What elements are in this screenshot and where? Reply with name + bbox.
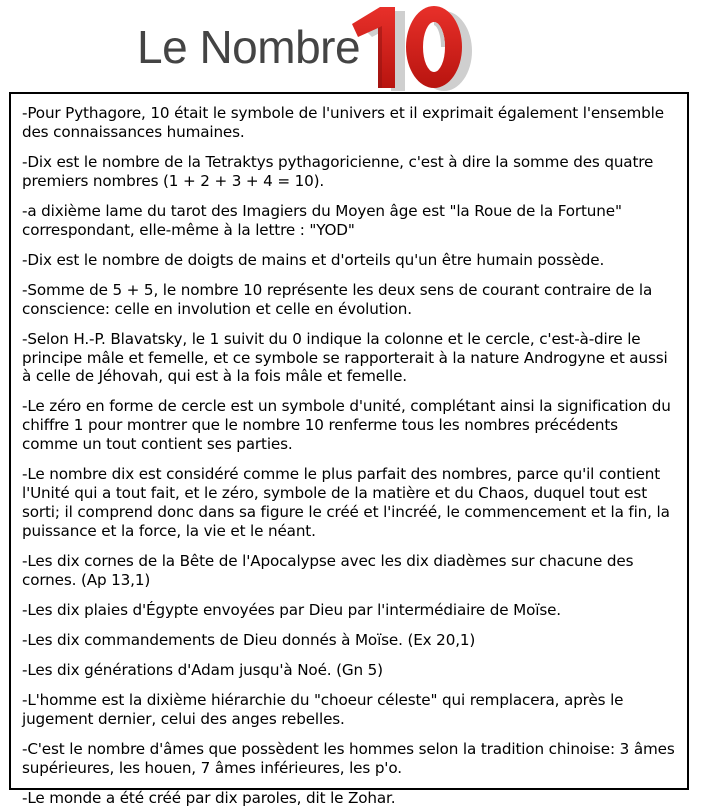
paragraph: -L'homme est la dixième hiérarchie du "choeur céleste" qui remplacera, après le jugement dernier, celui des anges rebelles. (22, 690, 624, 728)
digit-zero-shape (406, 6, 462, 88)
paragraph: -Les dix cornes de la Bête de l'Apocalypse avec les dix diadèmes sur chacune des cornes. (Ap 13,1) (22, 551, 634, 589)
paragraph: -Les dix générations d'Adam jusqu'à Noé. (Gn 5) (22, 660, 383, 679)
paragraph: -Le nombre dix est considéré comme le plus parfait des nombres, parce qu'il contient l'Unité qui a tout fait, et le zéro, symbole de la matière et du Chaos, duquel tout est sorti; il comprend donc dans sa figure le créé et l'incréé, le commencement et la fin, la puissance et la force, la vie et le néant. (22, 465, 670, 540)
paragraph: -Le monde a été créé par dix paroles, dit le Zohar. (22, 788, 396, 807)
text-box (9, 92, 689, 807)
paragraph: -Dix est le nombre de doigts de mains et d'orteils qu'un être humain possède. (22, 250, 605, 269)
paragraph: -C'est le nombre d'âmes que possèdent les hommes selon la tradition chinoise: 3 âmes supérieures, les houen, 7 âmes inférieures, les p'o. (22, 739, 675, 777)
paragraph: -Dix est le nombre de la Tetraktys pythagoricienne, c'est à dire la somme des quatre premiers nombres (1 + 2 + 3 + 4 = 10). (22, 152, 654, 190)
number-10-logo (340, 4, 470, 92)
paragraph: -a dixième lame du tarot des Imagiers du Moyen âge est "la Roue de la Fortune" correspondant, elle-même à la lettre : "YOD" (22, 201, 622, 239)
page-title: Le Nombre (137, 21, 361, 73)
paragraph: -Les dix commandements de Dieu donnés à Moïse. (Ex 20,1) (22, 630, 476, 649)
paragraph: -Le zéro en forme de cercle est un symbole d'unité, complétant ainsi la signification du chiffre 1 pour montrer que le nombre 10 renferme tous les nombres précédents comme un tout contient ses parties. (22, 397, 671, 454)
paragraph: -Selon H.-P. Blavatsky, le 1 suivit du 0 indique la colonne et le cercle, c'est-à-dire le principe mâle et femelle, et ce symbole se rapporterait à la nature Androgyne et aussi à celle de Jéhovah, qui est à la fois mâle et femelle. (22, 329, 668, 386)
paragraph: -Les dix plaies d'Égypte envoyées par Dieu par l'intermédiaire de Moïse. (22, 600, 561, 619)
paragraph: -Pour Pythagore, 10 était le symbole de l'univers et il exprimait également l'ensemble des connaissances humaines. (22, 104, 664, 141)
header (0, 0, 701, 92)
number-10-text: 10 (405, 90, 407, 91)
digit-one-shape (352, 7, 395, 88)
paragraph: -Somme de 5 + 5, le nombre 10 représente les deux sens de courant contraire de la conscience: celle en involution et celle en évolution. (22, 280, 653, 318)
